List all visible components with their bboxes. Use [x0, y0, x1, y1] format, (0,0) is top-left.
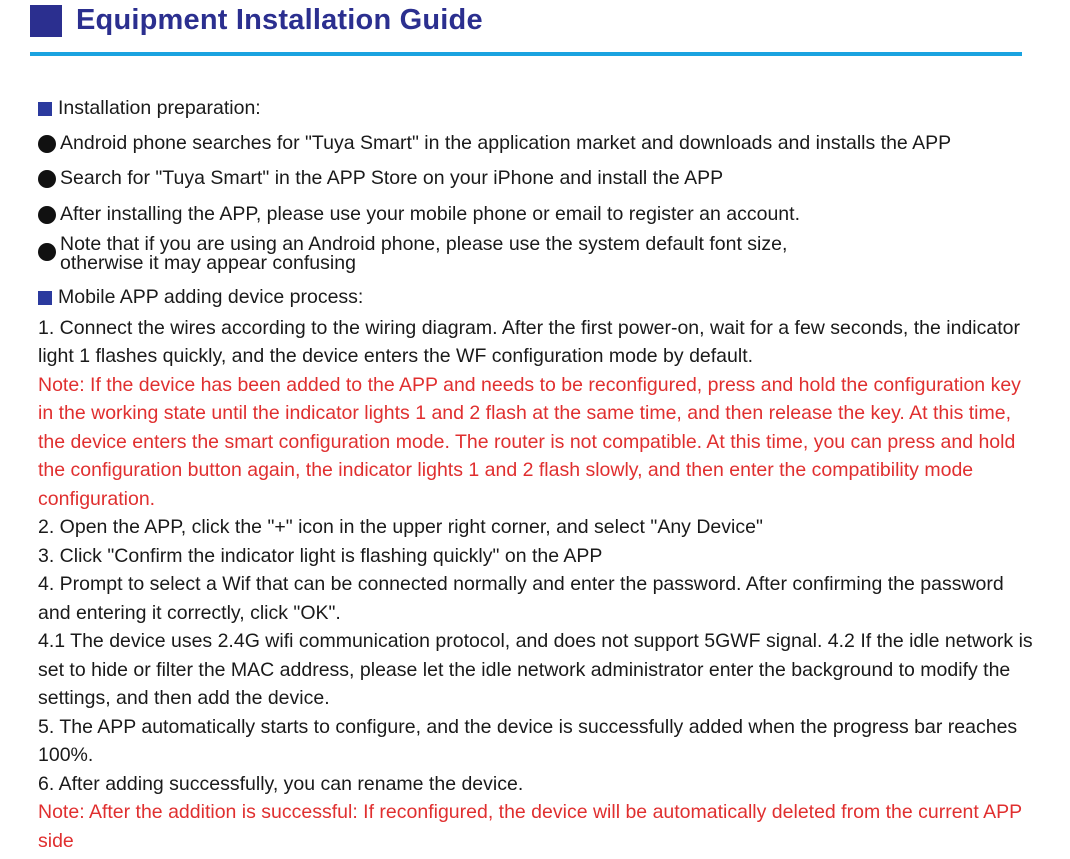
header-divider: [30, 52, 1022, 56]
title-square-icon: [30, 5, 62, 37]
step-3: 3. Click "Confirm the indicator light is flashing quickly" on the APP: [38, 544, 603, 567]
list-item: [38, 235, 1038, 273]
square-bullet-icon: [38, 291, 52, 305]
list-item-text: After installing the APP, please use your mobile phone or email to register an account.: [60, 202, 800, 225]
process-heading-text: Mobile APP adding device process:: [58, 286, 364, 308]
dot-bullet-icon: [38, 243, 56, 261]
list-item-text: Android phone searches for "Tuya Smart" in the application market and downloads and installs the APP: [60, 131, 952, 154]
note-reconfigure: Note: If the device has been added to the APP and needs to be reconfigured, press and hold the configuration key in the working state until the indicator lights 1 and 2 flash at the same time, and then release the key. At this time, the device enters the smart configuration mode. The router is not compatible. At this time, you can press and hold the configuration button again, the indicator lights 1 and 2 flash slowly, and then enter the compatibility mode configuration.: [38, 373, 1021, 510]
list-item: [38, 200, 1038, 229]
list-item: [38, 129, 1038, 158]
note-delete: Note: After the addition is successful: If reconfigured, the device will be automatically deleted from the current APP side: [38, 801, 1022, 852]
step-5: 5. The APP automatically starts to configure, and the device is successfully added when the progress bar reaches 100%.: [38, 715, 1018, 766]
page-title: Equipment Installation Guide: [76, 4, 483, 36]
step-1: 1. Connect the wires according to the wiring diagram. After the first power-on, wait for a few seconds, the indicator light 1 flashes quickly, and the device enters the WF configuration mode by default.: [38, 316, 1020, 367]
dot-bullet-icon: [38, 170, 56, 188]
guide-content: [38, 94, 1038, 855]
list-item: [38, 164, 1038, 193]
square-bullet-icon: [38, 102, 52, 116]
step-4-1: 4.1 The device uses 2.4G wifi communication protocol, and does not support 5GWF signal. 4.2 If the idle network is set to hide or filter the MAC address, please let the idle network administrator enter the background to modify the settings, and then add the device.: [38, 630, 1033, 709]
step-4: 4. Prompt to select a Wif that can be connected normally and enter the password. After confirming the password and entering it correctly, click "OK".: [38, 573, 1004, 624]
page-header: [30, 4, 483, 37]
dot-bullet-icon: [38, 206, 56, 224]
step-6: 6. After adding successfully, you can rename the device.: [38, 772, 524, 795]
step-2: 2. Open the APP, click the "+" icon in the upper right corner, and select "Any Device": [38, 516, 763, 538]
preparation-heading: [38, 94, 1038, 123]
dot-bullet-icon: [38, 135, 56, 153]
list-item-text: Note that if you are using an Android phone, please use the system default font size, otherwise it may appear confusing: [60, 233, 788, 274]
preparation-heading-text: Installation preparation:: [58, 97, 261, 119]
process-heading: [38, 283, 1038, 312]
list-item-text: Search for "Tuya Smart" in the APP Store on your iPhone and install the APP: [60, 167, 724, 189]
